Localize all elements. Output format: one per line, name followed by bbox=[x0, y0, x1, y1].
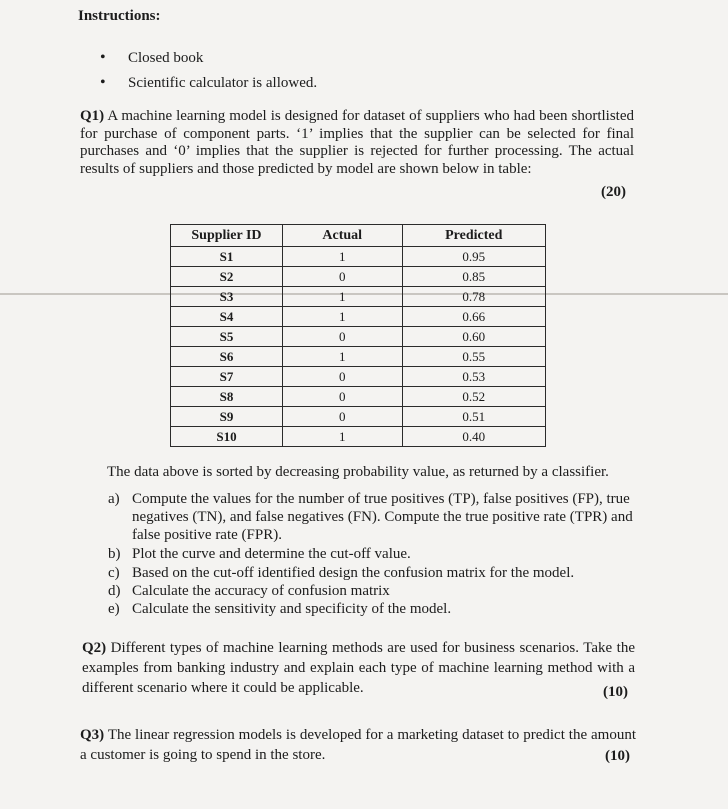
question-2-text: Different types of machine learning methods are used for business scenarios. Take the examples from banking industry and explain each type of machine learning method with a different scenario where it could be applicable. bbox=[82, 640, 635, 696]
table-row bbox=[171, 267, 546, 287]
question-2 bbox=[82, 638, 635, 698]
predicted-cell: 0.95 bbox=[402, 247, 546, 267]
table-row bbox=[171, 287, 546, 307]
supplier-id-cell: S5 bbox=[171, 327, 283, 347]
actual-cell: 1 bbox=[282, 347, 402, 367]
predicted-cell: 0.85 bbox=[402, 267, 546, 287]
part-label: b) bbox=[108, 546, 121, 562]
supplier-table bbox=[170, 224, 546, 447]
instruction-item: • Closed book bbox=[100, 48, 317, 73]
supplier-id-cell: S1 bbox=[171, 247, 283, 267]
actual-cell: 0 bbox=[282, 407, 402, 427]
part-text: Calculate the sensitivity and specificity of the model. bbox=[132, 601, 452, 617]
actual-cell: 0 bbox=[282, 267, 402, 287]
supplier-id-cell: S9 bbox=[171, 407, 283, 427]
predicted-cell: 0.40 bbox=[402, 427, 546, 447]
question-1 bbox=[80, 108, 634, 178]
question-2-marks: (10) bbox=[603, 684, 628, 700]
actual-cell: 1 bbox=[282, 307, 402, 327]
table-row bbox=[171, 347, 546, 367]
part-label: e) bbox=[108, 601, 120, 617]
question-1-marks: (20) bbox=[601, 184, 626, 200]
table-row bbox=[171, 367, 546, 387]
actual-cell: 1 bbox=[282, 247, 402, 267]
sorted-note: The data above is sorted by decreasing probability value, as returned by a classifier. bbox=[107, 464, 609, 480]
instructions-list bbox=[100, 48, 317, 98]
table-row bbox=[171, 387, 546, 407]
column-header-predicted: Predicted bbox=[402, 225, 546, 247]
part-label: a) bbox=[108, 491, 120, 507]
predicted-cell: 0.78 bbox=[402, 287, 546, 307]
instructions-heading: Instructions: bbox=[78, 8, 161, 24]
question-1-label: Q1) bbox=[80, 108, 105, 124]
part-text: Based on the cut-off identified design the confusion matrix for the model. bbox=[132, 565, 575, 581]
part-text: Compute the values for the number of true positives (TP), false positives (FP), true negatives (TN), and false negatives (FN). Compute the true positive rate (TPR) and false positive rate (FPR). bbox=[132, 491, 633, 543]
predicted-cell: 0.51 bbox=[402, 407, 546, 427]
table-header-row bbox=[171, 225, 546, 247]
actual-cell: 0 bbox=[282, 367, 402, 387]
question-3 bbox=[80, 725, 636, 765]
table-row bbox=[171, 247, 546, 267]
part-label: d) bbox=[108, 583, 121, 599]
question-3-text: The linear regression models is developed for a marketing dataset to predict the amount a customer is going to spend in the store. bbox=[80, 727, 637, 763]
column-header-supplier-id: Supplier ID bbox=[171, 225, 283, 247]
actual-cell: 0 bbox=[282, 387, 402, 407]
predicted-cell: 0.52 bbox=[402, 387, 546, 407]
table-row bbox=[171, 327, 546, 347]
actual-cell: 1 bbox=[282, 287, 402, 307]
actual-cell: 1 bbox=[282, 427, 402, 447]
table-row bbox=[171, 407, 546, 427]
supplier-id-cell: S4 bbox=[171, 307, 283, 327]
question-3-label: Q3) bbox=[80, 727, 105, 743]
question-2-label: Q2) bbox=[82, 640, 107, 656]
table-row bbox=[171, 427, 546, 447]
column-header-actual: Actual bbox=[282, 225, 402, 247]
question-3-marks: (10) bbox=[605, 748, 630, 764]
supplier-id-cell: S2 bbox=[171, 267, 283, 287]
supplier-id-cell: S7 bbox=[171, 367, 283, 387]
table-row bbox=[171, 307, 546, 327]
supplier-id-cell: S10 bbox=[171, 427, 283, 447]
supplier-id-cell: S3 bbox=[171, 287, 283, 307]
predicted-cell: 0.66 bbox=[402, 307, 546, 327]
predicted-cell: 0.53 bbox=[402, 367, 546, 387]
part-label: c) bbox=[108, 565, 120, 581]
actual-cell: 0 bbox=[282, 327, 402, 347]
predicted-cell: 0.55 bbox=[402, 347, 546, 367]
instruction-item: • Scientific calculator is allowed. bbox=[100, 73, 317, 98]
part-text: Plot the curve and determine the cut-off value. bbox=[132, 546, 411, 562]
question-1-text: A machine learning model is designed for dataset of suppliers who had been shortlisted for purchase of component parts. ‘1’ implies that the supplier can be selected for final purchases and ‘0’ implies that the supplier is rejected for further processing. The actual results of suppliers and those predicted by model are shown below in table: bbox=[80, 108, 634, 177]
part-text: Calculate the accuracy of confusion matrix bbox=[132, 583, 390, 599]
predicted-cell: 0.60 bbox=[402, 327, 546, 347]
supplier-id-cell: S6 bbox=[171, 347, 283, 367]
supplier-id-cell: S8 bbox=[171, 387, 283, 407]
